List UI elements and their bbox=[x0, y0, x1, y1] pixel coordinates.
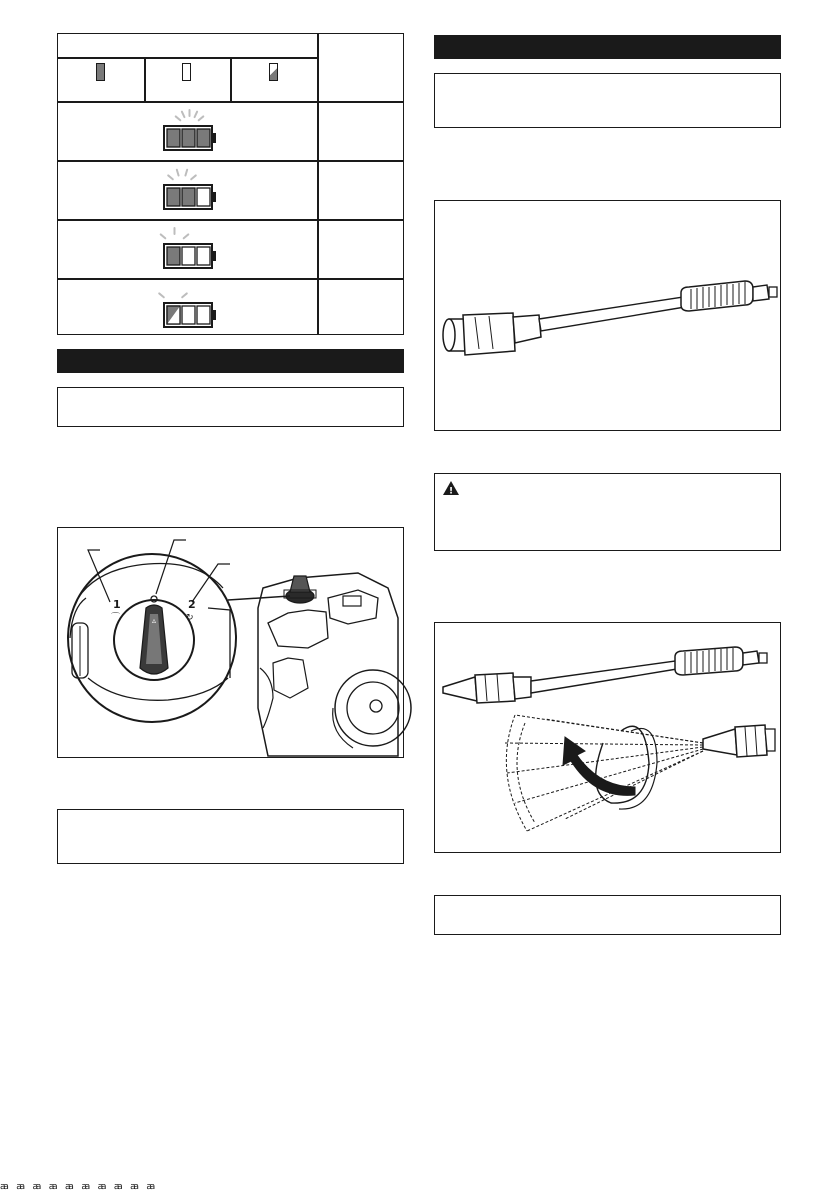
nozzle-rotation-illustration bbox=[435, 623, 779, 851]
battery-cell bbox=[197, 306, 210, 324]
blink-ray bbox=[176, 116, 181, 120]
battery-level-row-1 bbox=[154, 112, 224, 156]
battery-level-row-3 bbox=[154, 230, 224, 274]
battery-cell bbox=[182, 247, 195, 265]
warning-box bbox=[434, 473, 781, 551]
selector-dial-figure bbox=[57, 527, 404, 758]
nozzle-rotation-figure bbox=[434, 622, 781, 853]
battery-cell bbox=[197, 129, 210, 147]
battery-cell bbox=[182, 306, 195, 324]
blink-ray bbox=[191, 175, 196, 179]
svg-text:⌒: ⌒ bbox=[111, 613, 121, 623]
blink-ray bbox=[177, 170, 179, 176]
battery-terminal bbox=[212, 192, 216, 202]
blink-ray bbox=[182, 293, 187, 297]
svg-text:!: ! bbox=[448, 486, 454, 497]
warning-triangle-icon bbox=[443, 481, 459, 495]
section-heading-bar bbox=[57, 349, 404, 373]
note-box bbox=[57, 809, 404, 864]
battery-cell bbox=[167, 129, 180, 147]
battery-level-row-2 bbox=[154, 171, 224, 215]
page-footer-text: ꜳ ꜳ ꜳ ꜳ ꜳ ꜳ ꜳ ꜳ ꜳ ꜳ bbox=[0, 1182, 157, 1192]
note-box bbox=[434, 895, 781, 935]
blink-ray bbox=[184, 234, 189, 238]
legend-off-swatch bbox=[182, 63, 191, 81]
battery-cell bbox=[167, 188, 180, 206]
blink-ray bbox=[182, 112, 185, 117]
dial-position-1-label: 1 bbox=[113, 598, 121, 611]
battery-terminal bbox=[212, 251, 216, 261]
svg-text:↻: ↻ bbox=[186, 613, 194, 623]
section-heading-bar bbox=[434, 35, 781, 59]
battery-cell bbox=[182, 129, 195, 147]
blink-ray bbox=[159, 293, 164, 297]
blink-ray bbox=[161, 234, 166, 238]
battery-cell bbox=[182, 188, 195, 206]
battery-terminal bbox=[212, 310, 216, 320]
note-box bbox=[434, 73, 781, 128]
blink-ray bbox=[185, 170, 187, 176]
note-box bbox=[57, 387, 404, 427]
spray-lance-illustration bbox=[435, 201, 779, 429]
blink-ray bbox=[195, 112, 198, 117]
svg-text:▵: ▵ bbox=[151, 616, 157, 625]
spray-lance-figure bbox=[434, 200, 781, 431]
blink-ray bbox=[168, 175, 173, 179]
legend-lighted-swatch bbox=[96, 63, 105, 81]
battery-cell bbox=[167, 247, 180, 265]
battery-terminal bbox=[212, 133, 216, 143]
battery-cell bbox=[197, 188, 210, 206]
dial-position-2-label: 2 bbox=[188, 598, 196, 611]
legend-blinking-swatch bbox=[269, 63, 278, 81]
battery-indicator-table bbox=[57, 33, 404, 335]
battery-level-row-4 bbox=[154, 289, 224, 333]
battery-cell bbox=[197, 247, 210, 265]
blink-ray bbox=[199, 116, 204, 120]
selector-dial-illustration bbox=[58, 528, 402, 756]
